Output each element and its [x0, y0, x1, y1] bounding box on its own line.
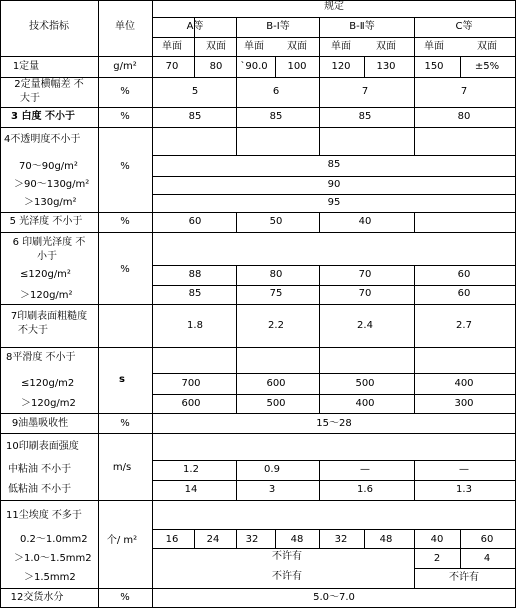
value-cell: 15～28 — [316, 418, 352, 429]
row-label: 2定量横幅差 不 — [14, 79, 84, 90]
value-cell: 70 — [358, 269, 372, 280]
value-cell: 3 — [268, 484, 276, 495]
value-cell: 40 — [358, 216, 372, 227]
value-cell: 7 — [460, 86, 468, 97]
value-cell: 50 — [269, 216, 283, 227]
unit-cell: s — [119, 374, 125, 385]
row-label: 7印刷表面粗糙度 — [10, 311, 88, 322]
grid-line-h — [152, 194, 516, 195]
grid-line-v — [414, 529, 415, 589]
header-double: 双面 — [376, 41, 396, 52]
row-label: 12交货水分 — [10, 592, 64, 603]
sub-label: 低粘油 不小于 — [8, 484, 72, 495]
value-cell: 400 — [355, 398, 375, 409]
grid-line-v — [414, 460, 415, 501]
grid-line-v — [364, 56, 365, 78]
value-cell: 150 — [424, 61, 444, 72]
sub-label: ＞1.0～1.5mm2 — [14, 553, 92, 564]
header-double: 双面 — [477, 41, 497, 52]
value-cell: 500 — [266, 398, 286, 409]
value-cell: 0.9 — [264, 464, 280, 475]
grid-line-v — [236, 212, 237, 233]
value-cell: 不许有 — [272, 571, 302, 582]
row-label: 5 光泽度 不小于 — [9, 216, 83, 227]
unit-cell: 个/ m² — [106, 535, 138, 546]
sub-label: ＞120g/m² — [20, 290, 73, 301]
header-single: 单面 — [244, 41, 264, 52]
row-label: 8平滑度 不小于 — [6, 352, 76, 363]
header-single: 单面 — [331, 41, 351, 52]
unit-cell: % — [120, 86, 130, 97]
value-cell: — — [360, 464, 370, 475]
grid-line-v — [236, 77, 237, 156]
value-cell: 90 — [327, 179, 341, 190]
value-cell: 80 — [269, 269, 283, 280]
grid-line-v — [236, 17, 237, 57]
value-cell: 85 — [327, 159, 341, 170]
value-cell: 600 — [266, 378, 286, 389]
grade-c: C等 — [455, 21, 473, 32]
unit-cell: g/m² — [113, 61, 137, 72]
sub-label: 0.2～1.0mm2 — [20, 534, 88, 545]
grid-line-h — [0, 232, 516, 233]
grid-line-v — [460, 56, 461, 78]
value-cell: 1.3 — [456, 484, 472, 495]
sub-label: ＞120g/m2 — [21, 398, 76, 409]
value-cell: 不许有 — [272, 551, 302, 562]
value-cell: 5 — [191, 86, 199, 97]
grade-a: A等 — [186, 21, 204, 32]
grid-line-h — [0, 433, 516, 434]
value-cell: 95 — [327, 197, 341, 208]
row-label: 11尘埃度 不多于 — [6, 510, 82, 521]
grid-line-v — [0, 0, 1, 608]
value-cell: 4 — [483, 553, 491, 564]
unit-cell: % — [120, 111, 130, 122]
grid-line-h — [152, 394, 516, 395]
grid-line-v — [460, 529, 461, 569]
value-cell: 85 — [269, 111, 283, 122]
grid-line-h — [152, 176, 516, 177]
row-label: 1定量 — [12, 61, 40, 72]
grid-line-h — [0, 413, 516, 414]
row-label: 不大于 — [18, 325, 48, 336]
grade-b1: B-Ⅰ等 — [266, 21, 290, 32]
value-cell: `90.0 — [240, 61, 268, 72]
value-cell: 600 — [181, 398, 201, 409]
value-cell: 400 — [454, 378, 474, 389]
value-cell: 85 — [188, 111, 202, 122]
header-double: 双面 — [206, 41, 226, 52]
grid-line-h — [0, 127, 516, 128]
value-cell: 2.2 — [268, 320, 284, 331]
grid-line-v — [319, 529, 320, 549]
header-spec: 规定 — [324, 1, 344, 12]
header-double: 双面 — [287, 41, 307, 52]
value-cell: 85 — [188, 288, 202, 299]
grid-line-h — [0, 56, 516, 57]
grid-line-h — [152, 265, 516, 266]
value-cell: 300 — [454, 398, 474, 409]
header-unit: 单位 — [115, 21, 135, 32]
grid-line-h — [0, 500, 516, 501]
sub-label: ≤120g/m2 — [21, 378, 75, 389]
value-cell: 24 — [206, 534, 220, 545]
sub-label: 70～90g/m² — [19, 161, 78, 172]
grid-line-h — [152, 460, 516, 461]
grid-line-v — [414, 265, 415, 414]
value-cell: ±5% — [474, 61, 500, 72]
value-cell: 100 — [287, 61, 307, 72]
grid-line-v — [414, 77, 415, 156]
value-cell: 88 — [188, 269, 202, 280]
value-cell: 2 — [433, 553, 441, 564]
value-cell: 1.2 — [183, 464, 199, 475]
value-cell: 80 — [457, 111, 471, 122]
value-cell: 32 — [334, 534, 348, 545]
grid-line-h — [152, 373, 516, 374]
value-cell: 32 — [245, 534, 259, 545]
grid-line-h — [0, 588, 516, 589]
grid-line-v — [194, 529, 195, 549]
value-cell: 60 — [457, 288, 471, 299]
value-cell: 60 — [457, 269, 471, 280]
row-label: 3 白度 不小于 — [11, 111, 75, 122]
value-cell: 16 — [165, 534, 179, 545]
sub-label: ＞1.5mm2 — [24, 572, 76, 583]
grid-line-v — [275, 56, 276, 78]
value-cell: 14 — [184, 484, 198, 495]
value-cell: 7 — [361, 86, 369, 97]
value-cell: 6 — [272, 86, 280, 97]
grid-line-v — [414, 212, 415, 233]
value-cell: 48 — [379, 534, 393, 545]
unit-cell: % — [120, 264, 130, 275]
value-cell: 75 — [269, 288, 283, 299]
grid-line-v — [414, 17, 415, 57]
grid-line-h — [0, 0, 516, 1]
grid-line-h — [0, 304, 516, 305]
unit-cell: % — [120, 161, 130, 172]
value-cell: 2.4 — [357, 320, 373, 331]
grid-line-h — [152, 480, 516, 481]
value-cell: 不许有 — [449, 572, 479, 583]
grid-line-h — [0, 347, 516, 348]
grid-line-v — [236, 265, 237, 414]
value-cell: 700 — [181, 378, 201, 389]
header-single: 单面 — [424, 41, 444, 52]
grid-line-h — [152, 285, 516, 286]
row-label: 4不透明度不小于 — [4, 134, 81, 145]
grid-line-h — [0, 77, 516, 78]
unit-cell: m/s — [112, 462, 132, 473]
grid-line-h — [152, 155, 516, 156]
value-cell: 60 — [480, 534, 494, 545]
row-label: 小于 — [37, 251, 57, 262]
value-cell: 70 — [358, 288, 372, 299]
grid-line-h — [152, 37, 516, 38]
grid-line-v — [236, 56, 237, 78]
value-cell: 85 — [358, 111, 372, 122]
grid-line-v — [152, 0, 153, 608]
grid-line-v — [275, 529, 276, 549]
grid-line-h — [152, 17, 516, 18]
header-single: 单面 — [162, 41, 182, 52]
grid-line-v — [364, 529, 365, 549]
grid-line-h — [0, 107, 516, 108]
grid-line-h — [414, 568, 516, 569]
grid-line-v — [319, 17, 320, 57]
value-cell: 5.0～7.0 — [313, 592, 355, 603]
header-index: 技术指标 — [29, 21, 69, 32]
grid-line-h — [152, 529, 516, 530]
value-cell: 120 — [331, 61, 351, 72]
value-cell: 80 — [209, 61, 223, 72]
grid-line-v — [98, 0, 99, 608]
unit-cell: % — [120, 418, 130, 429]
grid-line-v — [319, 56, 320, 78]
grid-line-v — [319, 77, 320, 156]
grade-b2: B-Ⅱ等 — [349, 21, 375, 32]
value-cell: 130 — [376, 61, 396, 72]
value-cell: 500 — [355, 378, 375, 389]
sub-label: ＞90～130g/m² — [14, 179, 90, 190]
value-cell: 48 — [290, 534, 304, 545]
unit-cell: % — [120, 592, 130, 603]
grid-line-v — [319, 460, 320, 501]
value-cell: 60 — [188, 216, 202, 227]
grid-line-v — [319, 265, 320, 414]
sub-label: ≤120g/m² — [20, 269, 71, 280]
value-cell: 40 — [430, 534, 444, 545]
value-cell: 2.7 — [456, 320, 472, 331]
grid-line-v — [319, 212, 320, 233]
row-label: 6 印刷光泽度 不 — [12, 237, 86, 248]
grid-line-v — [414, 56, 415, 78]
sub-label: ＞130g/m² — [24, 197, 77, 208]
row-label: 10印刷表面强度 — [6, 441, 79, 452]
value-cell: 70 — [165, 61, 179, 72]
row-label: 大于 — [20, 93, 40, 104]
grid-line-v — [236, 529, 237, 549]
unit-cell: % — [120, 216, 130, 227]
grid-line-h — [152, 548, 516, 549]
grid-line-v — [194, 56, 195, 78]
value-cell: 1.6 — [357, 484, 373, 495]
grid-line-v — [236, 460, 237, 501]
sub-label: 中粘油 不小于 — [8, 464, 72, 475]
grid-line-h — [0, 212, 516, 213]
row-label: 9油墨吸收性 — [11, 418, 69, 429]
value-cell: 1.8 — [187, 320, 203, 331]
value-cell: — — [459, 464, 469, 475]
